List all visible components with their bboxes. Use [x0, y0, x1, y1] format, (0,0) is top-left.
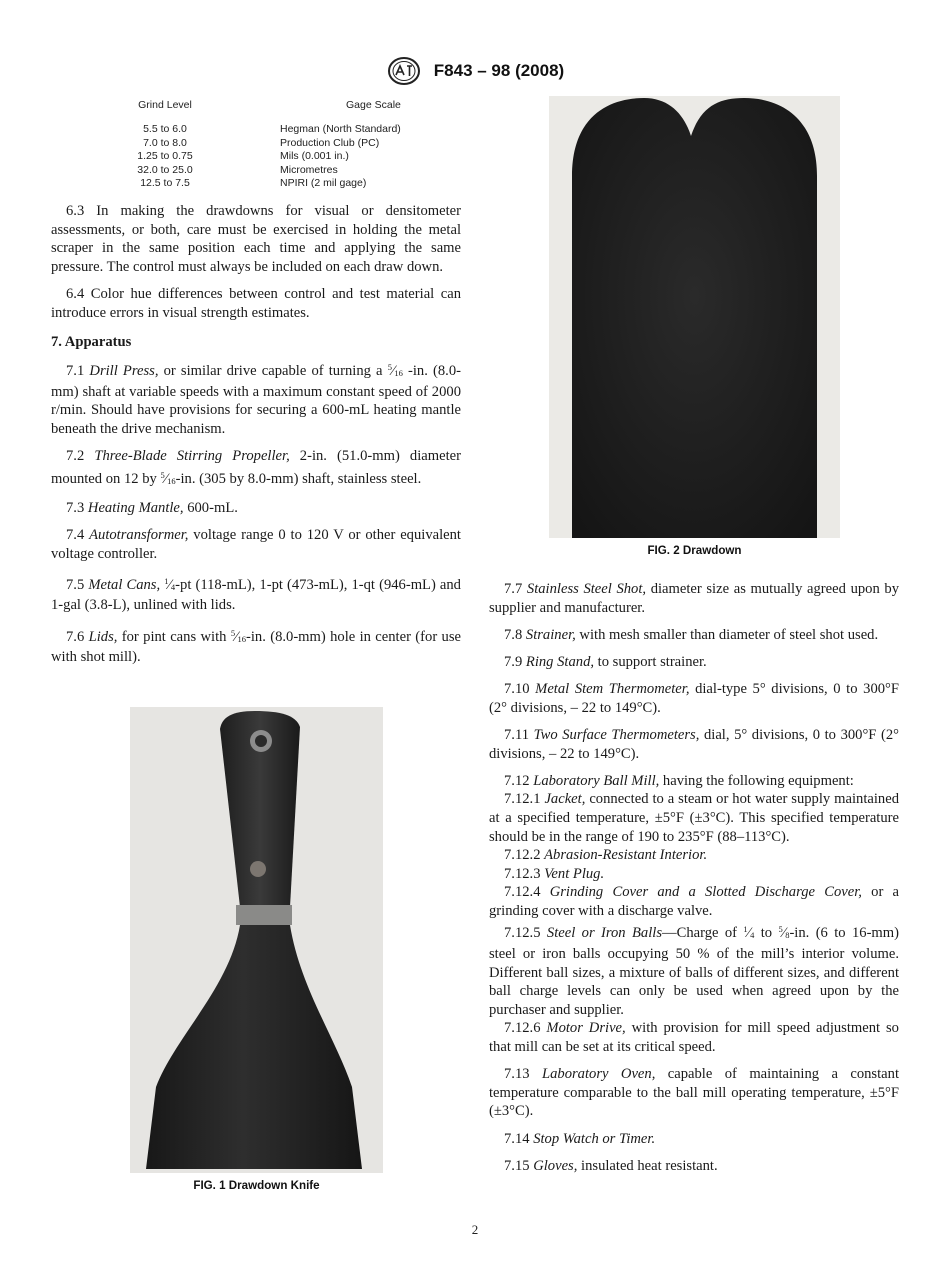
section-number: 7.3 [66, 499, 85, 516]
section-number: 7.11 [504, 726, 529, 743]
text: -in. (305 by 8.0-mm) shaft, stainless steel. [175, 470, 422, 487]
section-number: 7.6 [66, 628, 85, 645]
term: Lids, [88, 628, 118, 645]
text: for pint cans with [117, 628, 231, 645]
paragraph-7-12-6 [489, 1019, 899, 1056]
text: -pt (118-mL), 1-pt (473-mL), 1-qt (946-mL) and 1-gal (3.8-L), unlined with lids. [51, 576, 461, 614]
text: -in. (8.0-mm) hole in center (for use with shot mill). [51, 628, 461, 666]
figure-1-caption: FIG. 1 Drawdown Knife [193, 1179, 320, 1192]
term: Metal Stem Thermometer, [535, 681, 690, 698]
paragraph-6-3: 6.3 In making the drawdowns for visual or densitometer assessments, or both, care must be exercised in holding the metal scraper in the same position each time and applying the same pressure. The control must always be included on each draw down. [51, 203, 461, 275]
section-number: 7.12.1 [504, 791, 541, 808]
paragraph-7-12-2 [489, 846, 899, 865]
table-cell: 12.5 to 7.5 [140, 177, 190, 190]
section-heading-apparatus: 7. Apparatus [51, 334, 132, 351]
table-row [108, 137, 401, 151]
text: or a grinding cover with a discharge valve. [489, 884, 900, 919]
text: to [754, 925, 779, 942]
section-number: 7.12.2 [504, 847, 541, 864]
text: capable of maintaining a constant temperature comparable to the ball mill operating temperature, ±5°F (±3°C). [489, 1066, 899, 1120]
figure-1-drawdown-knife-photo [130, 707, 383, 1173]
paragraph-7-12-5: 7.12.5 Steel or Iron Balls—Charge of $^1$⁄4 to $^5$⁄8-in. (6 to 16-mm) steel or iron balls occupying 50 % of the mill’s interior volume. Different ball sizes, a mixture of balls of different sizes, and different ball charge levels can only be used when agreed upon by the purchaser and supplier. [489, 924, 899, 1018]
paragraph-7-10 [489, 680, 899, 717]
paragraph-7-12-1 [489, 790, 899, 846]
paragraph-7-11 [489, 726, 899, 763]
fraction-denominator: 16 [237, 633, 246, 644]
table-row [108, 164, 401, 178]
term: Heating Mantle, [87, 499, 184, 516]
section-number: 7.10 [504, 681, 530, 698]
paragraph-7-8 [489, 626, 899, 645]
term: Vent Plug. [544, 865, 605, 882]
text: or similar drive capable of turning a [158, 363, 388, 380]
text: having the following equipment: [659, 772, 854, 789]
text: -in. (8.0-mm) shaft at variable speeds with a maximum constant speed of 2000 r/min. Should have provisions for securing a 600-mL heating mantle beneath the drive mechanism. [51, 363, 461, 437]
fraction-numerator: 5 [778, 924, 783, 935]
designation-title: F843 – 98 (2008) [433, 61, 565, 80]
paragraph-7-15 [489, 1157, 899, 1176]
text: dial-type 5° divisions, 0 to 300°F (2° divisions, – 22 to 149°C). [489, 681, 899, 716]
table-cell: NPIRI (2 mil gage) [280, 177, 367, 190]
text: 600-mL. [183, 499, 238, 516]
fraction-numerator: 5 [387, 362, 392, 373]
paragraph-7-12 [489, 772, 899, 791]
term: Abrasion-Resistant Interior. [544, 847, 708, 864]
term: Two Surface Thermometers, [533, 726, 700, 743]
term: Jacket, [544, 791, 586, 808]
section-number: 7.12.3 [504, 865, 541, 882]
table-cell: Production Club (PC) [280, 136, 380, 149]
text: dial, 5° divisions, 0 to 300°F (2° divisions, – 22 to 149°C). [489, 726, 899, 762]
section-number: 7.14 [504, 1130, 530, 1147]
table-row [108, 150, 401, 164]
table-cell: Hegman (North Standard) [280, 123, 401, 135]
fraction-numerator: 1 [164, 575, 169, 586]
figure-2-drawdown-photo [549, 96, 840, 538]
text: with mesh smaller than diameter of steel shot used. [575, 626, 879, 643]
fraction-numerator: 5 [160, 469, 165, 480]
fraction-denominator: 16 [167, 475, 176, 486]
section-number: 7.2 [66, 448, 85, 465]
term: Stop Watch or Timer. [533, 1130, 656, 1147]
paragraph-7-13 [489, 1065, 899, 1121]
term: Stainless Steel Shot, [526, 581, 647, 597]
table-cell: 1.25 to 0.75 [137, 150, 193, 163]
paragraph-6-4: 6.4 Color hue differences between control and test material can introduce errors in visual strength estimates. [51, 285, 461, 321]
column-header: Gage Scale [346, 99, 401, 111]
fraction-denominator: 8 [785, 930, 790, 941]
section-number: 7.9 [504, 653, 523, 670]
term: Gloves, [533, 1157, 578, 1174]
term: Three-Blade Stirring Propeller, [94, 448, 290, 465]
paragraph-7-4 [51, 526, 461, 563]
term: Motor Drive, [546, 1020, 626, 1037]
fraction-denominator: 4 [170, 581, 176, 592]
figure-2-caption: FIG. 2 Drawdown [647, 544, 742, 557]
table-cell: Mils (0.001 in.) [280, 150, 349, 163]
astm-logo-icon [386, 56, 422, 86]
paragraph-7-3 [51, 499, 461, 518]
paragraph-7-7 [489, 580, 899, 617]
fraction-denominator: 16 [394, 368, 403, 379]
term: Drill Press, [89, 363, 159, 380]
table-row [108, 177, 401, 191]
table-header-row [108, 99, 401, 123]
drawdown-image [549, 96, 840, 538]
section-number: 7.8 [504, 626, 523, 643]
paragraph-7-6: 7.6 Lids, for pint cans with $^5$⁄16-in. (8.0-mm) hole in center (for use with shot mill). [51, 627, 461, 666]
term: Laboratory Ball Mill, [533, 772, 660, 789]
section-number: 7.12.6 [504, 1020, 541, 1037]
text: voltage range 0 to 120 V or other equivalent voltage controller. [51, 527, 461, 562]
text: to support strainer. [594, 653, 707, 670]
section-number: 7.1 [66, 363, 85, 380]
paragraph-7-14 [489, 1130, 899, 1149]
section-number: 7.4 [66, 527, 85, 544]
section-number: 7.12 [504, 772, 530, 789]
term: Autotransformer, [89, 527, 189, 544]
paragraph-7-5: 7.5 Metal Cans, $^1$⁄4-pt (118-mL), 1-pt (473-mL), 1-qt (946-mL) and 1-gal (3.8-L), unlined with lids. [51, 575, 461, 614]
column-header: Grind Level [138, 99, 192, 111]
fraction-numerator: 1 [743, 924, 748, 935]
section-number: 7.12.4 [504, 884, 541, 901]
table-cell: 7.0 to 8.0 [143, 136, 187, 149]
text: —Charge of [662, 925, 744, 942]
section-number: 7.7 [504, 581, 523, 597]
paragraph-7-12-3 [489, 865, 899, 884]
fraction-numerator: 5 [230, 627, 236, 638]
left-column [51, 202, 461, 675]
term: Laboratory Oven, [541, 1066, 656, 1083]
table-cell: Micrometres [280, 163, 338, 176]
section-number: 7.5 [66, 576, 85, 593]
text: connected to a steam or hot water supply maintained at a specified temperature, ±5°F (±3°C). This specified temperature should be in the range of 190 to 235°F (88–113°C). [489, 791, 899, 845]
text: with provision for mill speed adjustment so that mill can be set at its critical speed. [489, 1020, 899, 1056]
term: Steel or Iron Balls [546, 925, 662, 942]
section-number: 7.12.5 [504, 925, 541, 942]
page-number: 2 [471, 1222, 479, 1237]
term: Metal Cans, [88, 576, 161, 593]
drawdown-knife-image [130, 707, 383, 1173]
text: diameter size as mutually agreed upon by supplier and manufacturer. [489, 581, 899, 616]
right-column [489, 580, 899, 1184]
fraction-denominator: 4 [750, 930, 755, 941]
table-cell: 32.0 to 25.0 [137, 163, 193, 176]
paragraph-7-12-4 [489, 883, 899, 920]
section-number: 7.15 [504, 1157, 530, 1174]
text: insulated heat resistant. [577, 1157, 718, 1174]
term: Ring Stand, [525, 653, 595, 670]
section-number: 7.13 [504, 1066, 530, 1083]
term: Strainer, [525, 626, 576, 643]
text: -in. (6 to 16-mm) steel or iron balls occupying 50 % of the mill’s interior volume. Different ball sizes, a mixture of balls of different sizes, and different ball charge levels can only be used when agreed upon by the purchaser and supplier. [489, 925, 899, 1018]
paragraph-7-9 [489, 653, 899, 672]
page-header [0, 56, 950, 86]
term: Grinding Cover and a Slotted Discharge Cover, [549, 884, 862, 901]
paragraph-7-1: 7.1 Drill Press, or similar drive capable of turning a $^5$⁄16 -in. (8.0-mm) shaft at variable speeds with a maximum constant speed of 2000 r/min. Should have provisions for securing a 600-mL heating mantle beneath the drive mechanism. [51, 362, 461, 437]
text: 2-in. (51.0-mm) diameter mounted on 12 by [51, 448, 461, 487]
paragraph-7-2: 7.2 Three-Blade Stirring Propeller, 2-in. (51.0-mm) diameter mounted on 12 by $^5$⁄16-in. (305 by 8.0-mm) shaft, stainless steel. [51, 448, 461, 487]
grind-gage-table [108, 99, 401, 191]
table-row [108, 123, 401, 137]
table-cell: 5.5 to 6.0 [143, 123, 187, 135]
